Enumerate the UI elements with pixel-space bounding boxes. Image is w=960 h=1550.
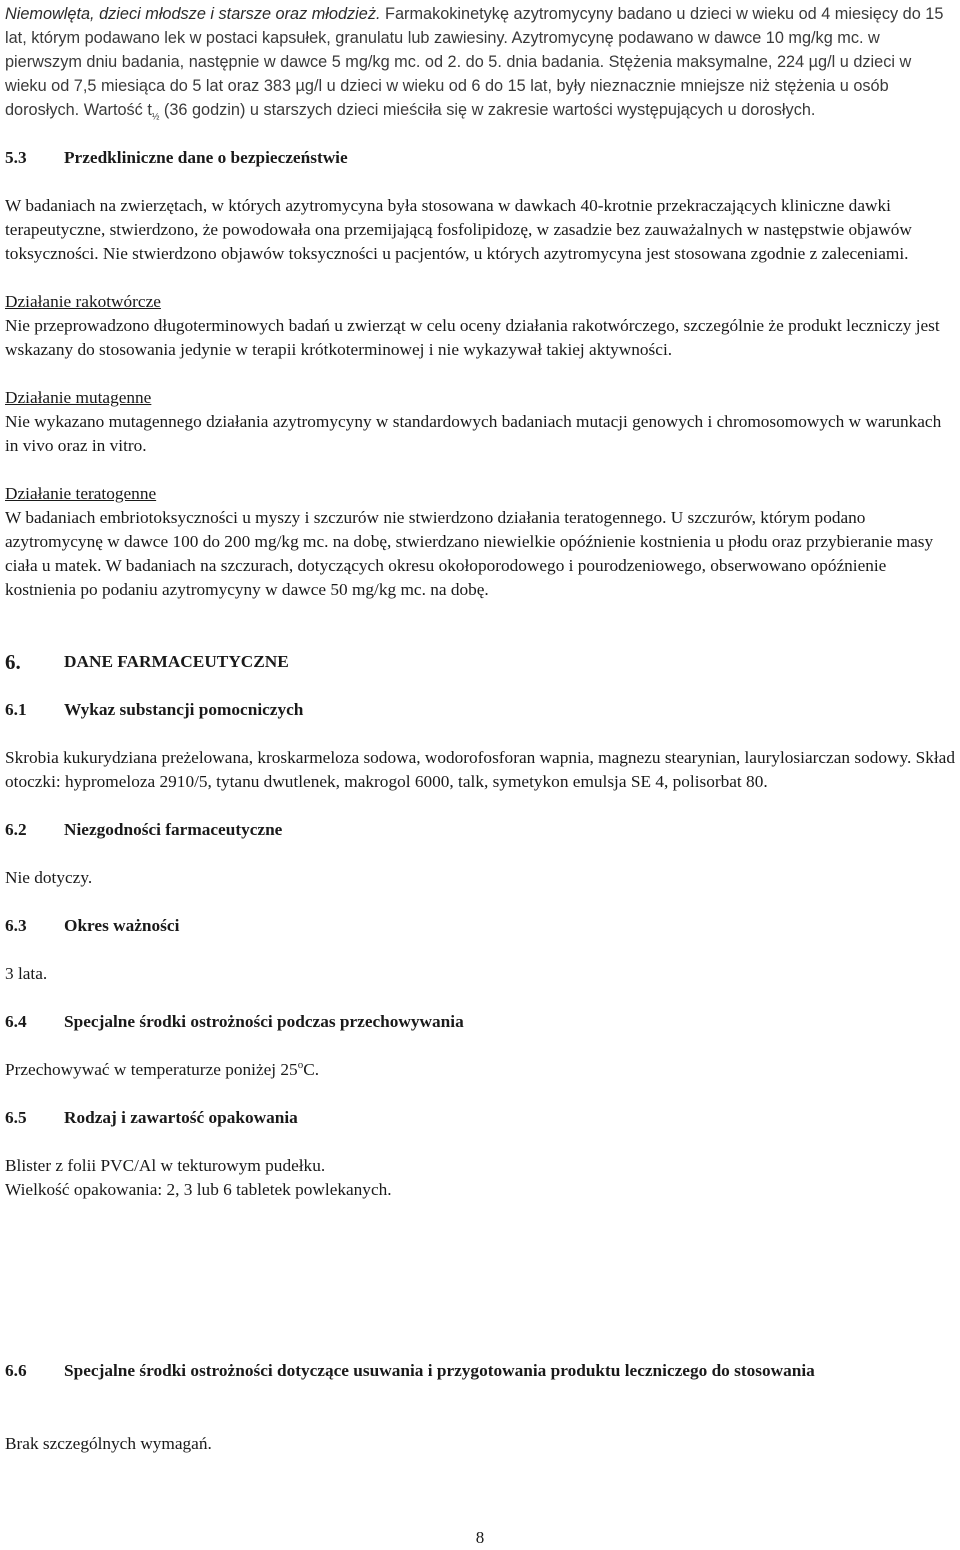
subheading-carcinogenic: Działanie rakotwórcze	[5, 292, 161, 311]
paragraph-text-end: (36 godzin) u starszych dzieci mieściła się w zakresie wartości występujących u dorosłych.	[159, 101, 816, 119]
spacer	[5, 626, 955, 650]
section-title: Specjalne środki ostrożności podczas przechowywania	[64, 1012, 464, 1031]
section-number: 6.5	[5, 1108, 27, 1127]
document-page	[5, 2, 955, 1226]
pack-size-line: Wielkość opakowania: 2, 3 lub 6 tabletek powlekanych.	[5, 1180, 392, 1199]
half-life-subscript: ½	[151, 111, 160, 122]
section-heading-6-2	[5, 818, 955, 842]
section-title: Niezgodności farmaceutyczne	[64, 820, 283, 839]
section-title: Wykaz substancji pomocniczych	[64, 700, 304, 719]
section-heading-6-5	[5, 1106, 955, 1130]
section-title: DANE FARMACEUTYCZNE	[64, 652, 289, 671]
section-number: 6.2	[5, 820, 27, 839]
section-heading-6-4	[5, 1010, 955, 1034]
section-title: Okres ważności	[64, 916, 180, 935]
paragraph-text: Farmakokinetykę azytromycyny badano u dzieci w wieku od 4 miesięcy do 15 lat, którym podawano lek w postaci kapsułek, granulatu lub zawiesiny. Azytromycynę podawano w dawce 10 mg/kg mc. w pierwszym dniu badania, następnie w dawce 5 mg/kg mc. od 2. do 5. dnia badania. Stężenia maksymalne, 224 µg/l u dzieci w wieku od 7,5 miesiąca do 5 lat oraz 383 µg/l u dzieci w wieku od 6 do 15 lat, były nieznacznie mniejsze niż stężenia u osób dorosłych. Wartość t	[5, 5, 944, 119]
section-heading-6	[5, 650, 955, 674]
section-title: Przedkliniczne dane o bezpieczeństwie	[64, 148, 348, 167]
section-heading-6-3	[5, 914, 955, 938]
teratogenic-paragraph: W badaniach embriotoksyczności u myszy i szczurów nie stwierdzono działania teratogennego. U szczurów, którym podano azytromycynę w dawce 100 do 200 mg/kg mc. na dobę, stwierdzano niewielkie opóźnienie kostnienia u płodu oraz przybieranie masy ciała u matek. W badaniach na szczurach, dotyczących okresu okołoporodowego i pourodzeniowego, obserwowano opóźnienie kostnienia po podaniu azytromycyny w dawce 50 mg/kg mc. na dobę.	[5, 508, 934, 599]
storage-text: Przechowywać w temperaturze poniżej 25	[5, 1060, 298, 1079]
section-number: 6.	[5, 650, 21, 674]
pharmacokinetics-paragraph	[5, 2, 955, 122]
carcinogenic-paragraph: Nie przeprowadzono długoterminowych badań u zwierząt w celu oceny działania rakotwórczego, szczególnie że produkt leczniczy jest wskazany do stosowania jedynie w terapii krótkoterminowej i nie wykazywał takiej aktywności.	[5, 316, 940, 359]
disposal-paragraph: Brak szczególnych wymagań.	[5, 1434, 212, 1453]
section-number: 5.3	[5, 148, 27, 167]
storage-unit: C.	[303, 1060, 320, 1079]
preclinical-paragraph: W badaniach na zwierzętach, w których azytromycyna była stosowana w dawkach 40-krotnie przekraczających kliniczne dawki terapeutyczne, stwierdzono, że powodowała ona przemijającą fosfolipidozę, w zasadzie bez zauważalnych w następstwie objawów toksyczności. Nie stwierdzono objawów toksyczności u pacjentów, u których azytromycyna jest stosowana zgodnie z zaleceniami.	[5, 196, 912, 263]
section-number: 6.6	[5, 1361, 27, 1380]
excipients-paragraph: Skrobia kukurydziana preżelowana, kroskarmeloza sodowa, wodorofosforan wapnia, magnezu stearynian, laurylosiarczan sodowy. Skład otoczki: hypromeloza 2910/5, tytanu dwutlenek, makrogol 6000, talk, symetykon emulsja SE 4, polisorbat 80.	[5, 748, 955, 791]
section-title: Specjalne środki ostrożności dotyczące usuwania i przygotowania produktu leczniczego do stosowania	[64, 1361, 815, 1380]
section-number: 6.3	[5, 916, 27, 935]
section-heading-5-3	[5, 146, 955, 170]
shelf-life-paragraph: 3 lata.	[5, 964, 48, 983]
section-heading-6-6-block	[5, 1359, 955, 1383]
subheading-teratogenic: Działanie teratogenne	[5, 484, 157, 503]
storage-paragraph	[5, 1058, 955, 1082]
section-title: Rodzaj i zawartość opakowania	[64, 1108, 298, 1127]
mutagenic-paragraph: Nie wykazano mutagennego działania azytromycyny w standardowych badaniach mutacji genowych i chromosomowych w warunkach in vivo oraz in vitro.	[5, 412, 942, 455]
degree-superscript: o	[297, 1059, 304, 1072]
section-heading-6-1	[5, 698, 955, 722]
packaging-line: Blister z folii PVC/Al w tekturowym pudełku.	[5, 1156, 326, 1175]
incompatibilities-paragraph: Nie dotyczy.	[5, 868, 93, 887]
section-number: 6.4	[5, 1012, 27, 1031]
subheading-mutagenic: Działanie mutagenne	[5, 388, 152, 407]
paragraph-lead: Niemowlęta, dzieci młodsze i starsze oraz młodzież.	[5, 5, 381, 23]
page-number: 8	[475, 1528, 485, 1547]
section-number: 6.1	[5, 700, 27, 719]
